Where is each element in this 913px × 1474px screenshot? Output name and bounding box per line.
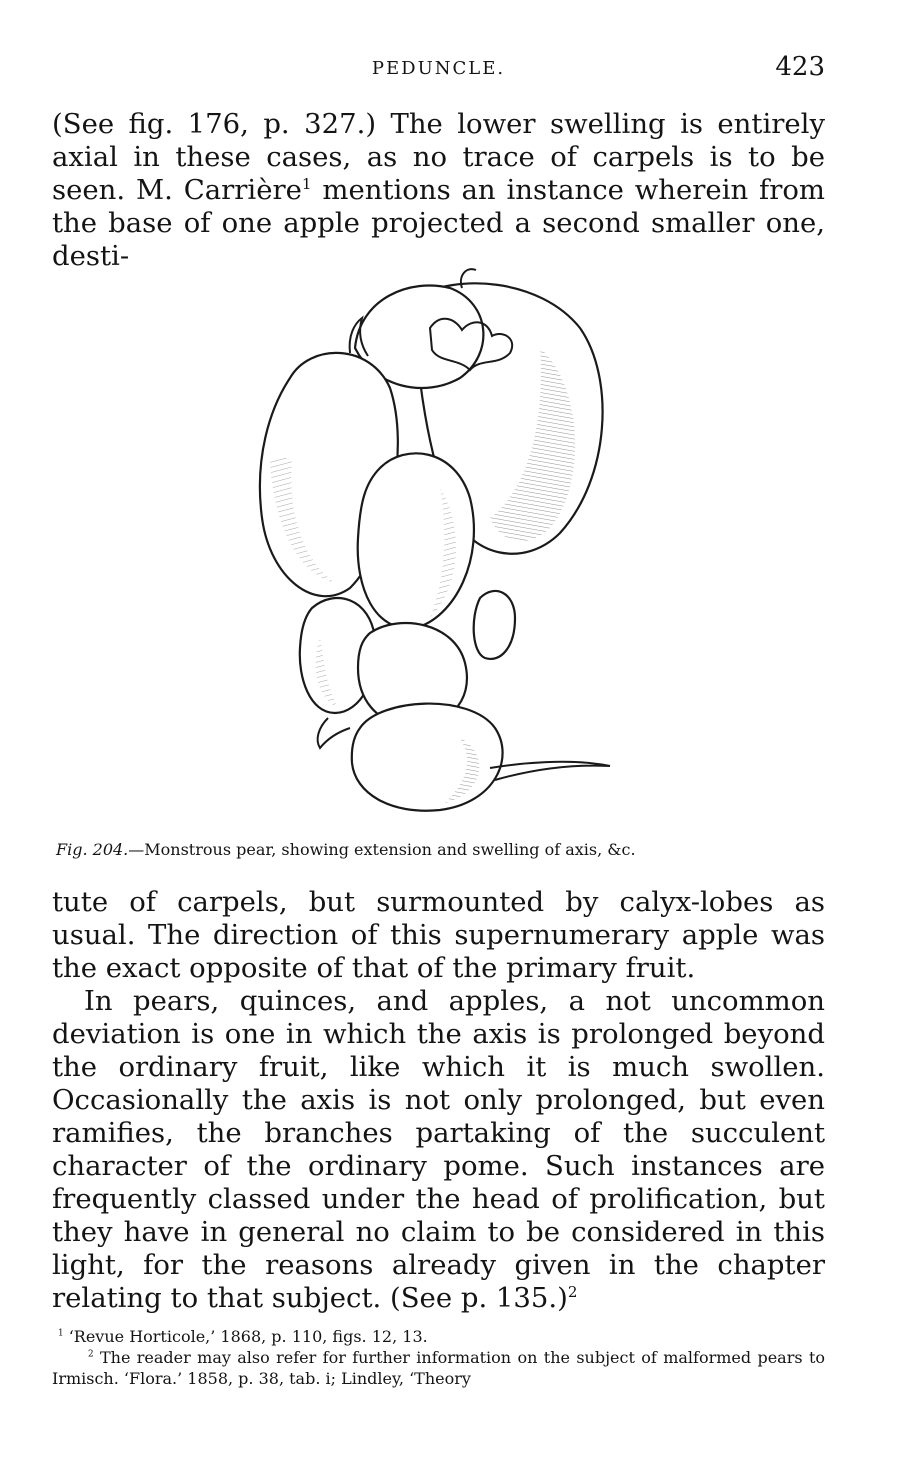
footnote-2 [52, 1347, 825, 1389]
paragraph-lead-text-a: (See fig. 176, p. 327.) The lower swelling is entirely axial in these cases, as no trace of carpels is to be seen. M. Carrière [52, 108, 825, 206]
pear-lobe-small [474, 591, 515, 659]
footnote-1-text: ‘Revue Horticole,’ 1868, p. 110, figs. 12, 13. [63, 1327, 428, 1346]
pear-lobe-bottom [352, 704, 503, 811]
pear-lobe-center [358, 453, 474, 628]
figure-illustration [240, 258, 630, 820]
footnote-2-text: The reader may also refer for further information on the subject of malformed pears to Irmisch. ‘Flora.’ 1858, p. 38, tab. i; Lindley, ‘Theory [52, 1348, 825, 1388]
paragraph-prolification-text: In pears, quinces, and apples, a not uncommon deviation is one in which the axis is prolonged beyond the ordinary fruit, like which it is much swollen. Occasionally the axis is not only prolonged, but even ramifies, the branches partaking of the succulent character of the ordinary pome. Such instances are frequently classed under the head of prolification, but they have in general no claim to be considered in this light, for the reasons already given in the chapter relating to that subject. (See p. 135.) [52, 985, 825, 1314]
leaf-left-bottom [318, 718, 350, 748]
monstrous-pear-icon [240, 258, 630, 820]
stalk-bottom [490, 762, 610, 780]
footnote-1 [52, 1326, 825, 1347]
footnote-1-mark: 1 [58, 1328, 64, 1339]
figure-caption-text: —Monstrous pear, showing extension and swelling of axis, &c. [128, 840, 636, 859]
footnote-2-mark: 2 [88, 1349, 94, 1360]
footnote-ref-2: 2 [567, 1282, 578, 1301]
page-number: 423 [775, 52, 825, 82]
running-title: PEDUNCLE. [371, 58, 506, 79]
footnotes [52, 1326, 825, 1389]
paragraph-lead-text-b: mentions an instance wherein from the base of one apple projected a second smaller one, desti- [52, 174, 826, 272]
paragraph-prolification [52, 985, 825, 1315]
figure-label: Fig. 204. [56, 840, 129, 859]
paragraph-lead [52, 108, 825, 273]
footnote-ref-1: 1 [301, 174, 312, 193]
paragraph-continuation: tute of carpels, but surmounted by calyx-lobes as usual. The direction of this supernumerary apple was the exact opposite of that of the primary fruit. [52, 886, 825, 984]
page-header [52, 52, 825, 86]
figure-caption [56, 840, 856, 859]
